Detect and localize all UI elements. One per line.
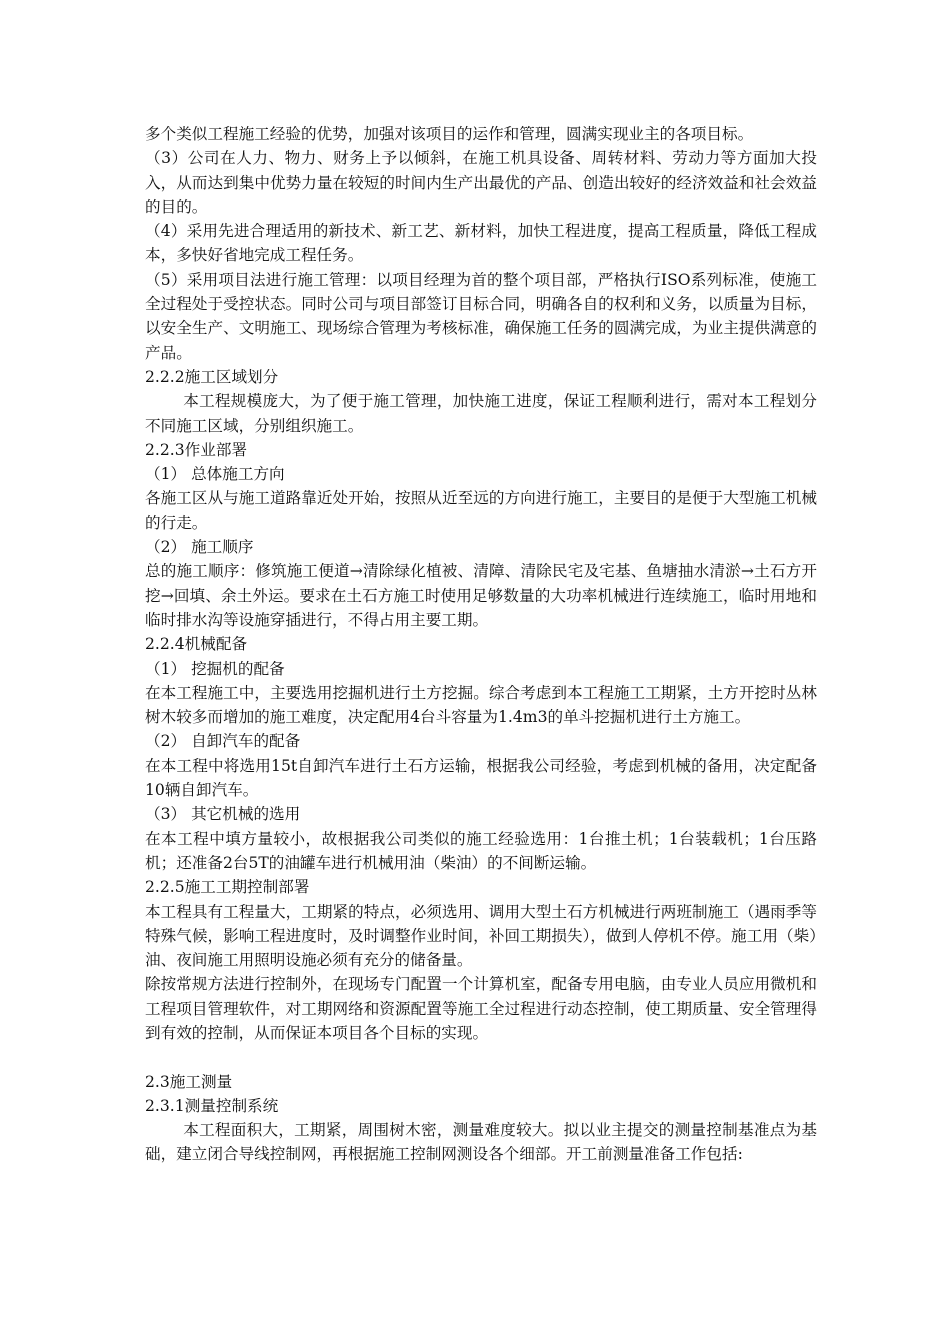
- paragraph-item-3: （3）公司在人力、物力、财务上予以倾斜，在施工机具设备、周转材料、劳动力等方面加大投入，从而达到集中优势力量在较短的时间内生产出最优的产品、创造出较好的经济效益和社会效益的目的。: [145, 149, 817, 216]
- section-heading-2-2-5: 2.2.5施工工期控制部署: [145, 878, 310, 897]
- paragraph-item-4: （4）采用先进合理适用的新技术、新工艺、新材料，加快工程进度，提高工程质量，降低工程成本，多快好省地完成工程任务。: [145, 222, 817, 265]
- paragraph-intro-continuation: 多个类似工程施工经验的优势，加强对该项目的运作和管理，圆满实现业主的各项目标。: [145, 125, 754, 143]
- section-heading-2-3-1: 2.3.1测量控制系统: [145, 1096, 279, 1115]
- section-heading-2-2-2: 2.2.2施工区域划分: [145, 367, 279, 386]
- subheading-excavator: （1） 挖掘机的配备: [145, 659, 285, 678]
- paragraph-dynamic-control: 除按常规方法进行控制外，在现场专门配置一个计算机室，配备专用电脑，由专业人员应用微机和工程项目管理软件，对工期网络和资源配置等施工全过程进行动态控制，使工期质量、安全管理得到有效的控制，从而保证本项目各个目标的实现。: [145, 975, 817, 1042]
- paragraph-survey-control: 本工程面积大，工期紧，周围树木密，测量难度较大。拟以业主提交的测量控制基准点为基础，建立闭合导线控制网，再根据施工控制网测设各个细部。开工前测量准备工作包括:: [145, 1121, 817, 1164]
- subheading-dump-truck: （2） 自卸汽车的配备: [145, 732, 301, 751]
- subheading-overall-direction: （1） 总体施工方向: [145, 465, 285, 484]
- paragraph-construction-sequence: 总的施工顺序：修筑施工便道→清除绿化植被、清障、清除民宅及宅基、鱼塘抽水清淤→土石方开挖→回填、余土外运。要求在土石方施工时使用足够数量的大功率机械进行连续施工，临时用地和临时排水沟等设施穿插进行，不得占用主要工期。: [145, 562, 817, 629]
- paragraph-overall-direction: 各施工区从与施工道路靠近处开始，按照从近至远的方向进行施工，主要目的是便于大型施工机械的行走。: [145, 489, 817, 532]
- document-body: [145, 122, 817, 1167]
- paragraph-area-division: 本工程规模庞大，为了便于施工管理，加快施工进度，保证工程顺利进行，需对本工程划分不同施工区域，分别组织施工。: [145, 392, 817, 435]
- paragraph-schedule-control: 本工程具有工程量大，工期紧的特点，必须选用、调用大型土石方机械进行两班制施工（遇雨季等特殊气候，影响工程进度时，及时调整作业时间，补回工期损失），做到人停机不停。施工用（柴）油、夜间施工用照明设施必须有充分的储备量。: [145, 902, 817, 970]
- blank-line: [145, 1045, 817, 1069]
- section-heading-2-3: 2.3施工测量: [145, 1072, 233, 1091]
- subheading-other-machinery: （3） 其它机械的选用: [145, 805, 301, 824]
- section-heading-2-2-4: 2.2.4机械配备: [145, 635, 248, 654]
- paragraph-other-machinery: 在本工程中填方量较小，故根据我公司类似的施工经验选用：1台推土机；1台装载机；1台压路机；还准备2台5T的油罐车进行机械用油（柴油）的不间断运输。: [145, 829, 817, 872]
- paragraph-item-5: （5）采用项目法进行施工管理：以项目经理为首的整个项目部，严格执行ISO系列标准，使施工全过程处于受控状态。同时公司与项目部签订目标合同，明确各自的权利和义务，以质量为目标，以安全生产、文明施工、现场综合管理为考核标准，确保施工任务的圆满完成，为业主提供满意的产品。: [145, 270, 817, 362]
- paragraph-excavator: 在本工程施工中，主要选用挖掘机进行土方挖掘。综合考虑到本工程施工工期紧，土方开挖时丛林树木较多而增加的施工难度，决定配用4台斗容量为1.4m3的单斗挖掘机进行土方施工。: [145, 683, 817, 727]
- section-heading-2-2-3: 2.2.3作业部署: [145, 440, 248, 459]
- paragraph-dump-truck: 在本工程中将选用15t自卸汽车进行土石方运输，根据我公司经验，考虑到机械的备用，决定配备10辆自卸汽车。: [145, 756, 817, 800]
- subheading-construction-sequence: （2） 施工顺序: [145, 538, 254, 557]
